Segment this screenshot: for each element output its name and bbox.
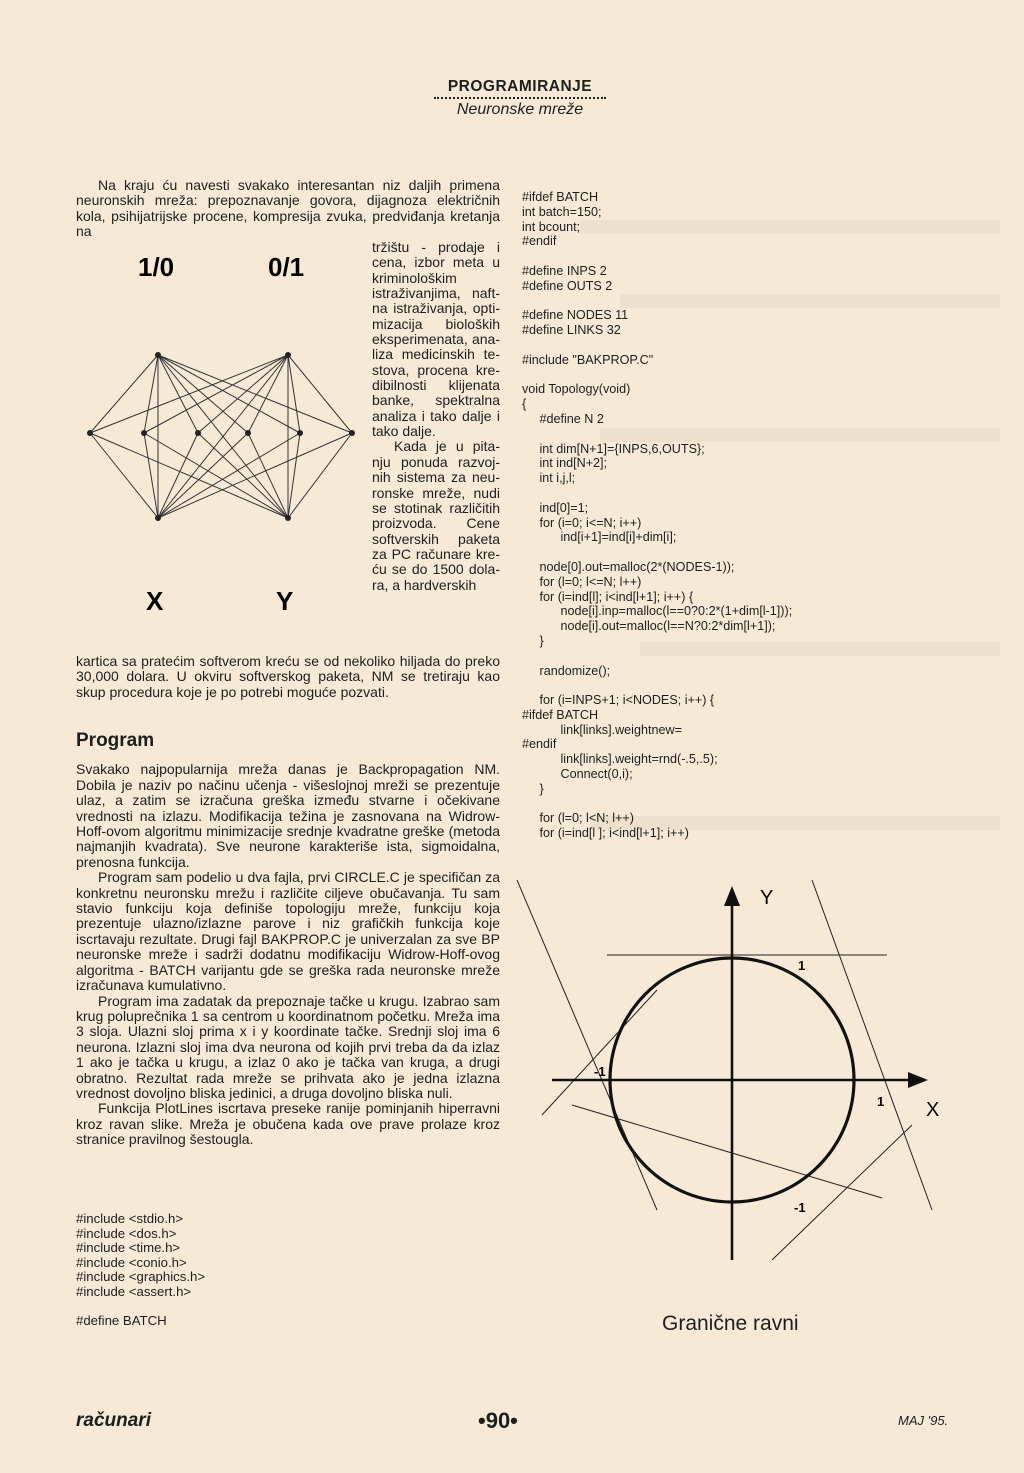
wrap-line: Kada je u pita- xyxy=(394,438,500,455)
code-line: node[i].inp=malloc(l==0?0:2*(1+dim[l-1])); xyxy=(522,604,793,619)
network-connection xyxy=(144,355,158,433)
network-connection xyxy=(288,433,352,518)
x-axis-arrow xyxy=(908,1072,928,1088)
neural-network-diagram xyxy=(76,240,366,620)
section-title: PROGRAMIRANJE xyxy=(447,78,593,95)
input-label-y: Y xyxy=(276,586,294,616)
code-line: #define N 2 xyxy=(522,411,604,426)
intro-tail-text: kartica sa pratećim softverom kreću se od nekoliko hiljada do preko 30,000 dolara. U okviru softverskog paketa, NM se tretiraju kao skup procedura koje je po potrebi moguće pozvati. xyxy=(76,653,500,700)
input-label-x: X xyxy=(146,586,164,616)
intro-paragraph xyxy=(76,178,500,240)
hidden-neuron xyxy=(195,430,201,436)
wrap-line: stova, procena kre- xyxy=(372,361,500,378)
code-line: #define NODES 11 xyxy=(522,308,629,323)
code-line: #include "BAKPROP.C" xyxy=(522,352,654,367)
wrap-line: eksperimenata, ana- xyxy=(372,331,500,348)
code-line: for (i=ind[l]; i<ind[l+1]; i++) { xyxy=(522,589,694,604)
page-number: •90• xyxy=(478,1408,518,1433)
tick-right: 1 xyxy=(877,1094,885,1109)
network-connection xyxy=(158,433,248,518)
wrap-line: softverskih paketa xyxy=(372,530,500,547)
wrap-line: na istraživanja, opti- xyxy=(372,300,500,317)
code-line: node[i].out=malloc(l==N?0:2*dim[l+1]); xyxy=(522,619,776,634)
hidden-neuron xyxy=(349,430,355,436)
program-paragraph-2: Program sam podelio u dva fajla, prvi CIRCLE.C je specifičan za konkretnu neuronsku mrežu i različite ciljeve obučavanja. Tu sam stavio funkciju koja definiše topologiju mreže, funkciju koja prezentuje ulazno/izlazne parove i niz grafičkih funkcija koje iscrtavaju rezultate. Drugi fajl BAKPROP.C je univerzalan za sve BP neuronske mreže i sadrži dodatnu modifikaciju Widrow-Hoff-ovog algoritma - BATCH varijantu gde se greška rada neuronske mreže izračunava kumulativno. xyxy=(76,869,500,994)
intro-wrap-column xyxy=(372,240,500,593)
code-line xyxy=(76,1300,376,1315)
code-line: #define LINKS 32 xyxy=(522,323,621,338)
tick-top: 1 xyxy=(798,958,806,973)
wrap-line: kriminološkim xyxy=(372,269,457,286)
code-line: #include <stdio.h> xyxy=(76,1211,184,1226)
code-line: #endif xyxy=(522,737,557,752)
code-line: #include <graphics.h> xyxy=(76,1269,206,1285)
hidden-neuron xyxy=(297,430,303,436)
code-line xyxy=(522,249,842,264)
code-line: ind[0]=1; xyxy=(522,500,589,515)
network-connection xyxy=(198,433,288,518)
network-connection xyxy=(90,433,158,518)
output-neuron xyxy=(155,352,161,358)
boundary-planes-figure xyxy=(512,880,952,1320)
code-line: #include <time.h> xyxy=(76,1240,181,1256)
wrap-line: proizvoda. Cene xyxy=(372,515,500,532)
program-paragraph-4: Funkcija PlotLines iscrtava preseke ranije pominjanih hiperravni kroz ravan slike. Mreža je obučena kada ove prave prolaze kroz stranice pravilnog šestougla. xyxy=(76,1100,500,1148)
output-label-right: 0/1 xyxy=(268,252,305,282)
code-line: for (l=0; l<=N; l++) xyxy=(522,574,642,589)
code-line: for (i=0; i<=N; i++) xyxy=(522,515,642,530)
code-line xyxy=(522,427,842,442)
wrap-line: tržištu - prodaje i xyxy=(372,239,500,255)
code-line: Connect(0,i); xyxy=(522,767,633,782)
hyperplane-line xyxy=(542,990,657,1115)
input-neuron xyxy=(285,515,291,521)
code-line: #include <dos.h> xyxy=(76,1225,177,1241)
code-line xyxy=(522,368,842,383)
network-connection xyxy=(288,355,352,433)
program-section xyxy=(76,730,500,1148)
page-header xyxy=(420,78,620,119)
network-connection xyxy=(90,433,288,518)
code-line: link[links].weight=rnd(-.5,.5); xyxy=(522,752,718,767)
hidden-neuron xyxy=(87,430,93,436)
hyperplane-line xyxy=(772,1125,912,1260)
code-line: for (l=0; l<N; l++) xyxy=(522,811,634,826)
header-divider xyxy=(434,97,606,99)
code-line: #ifdef BATCH xyxy=(522,190,599,204)
figure-caption: Granične ravni xyxy=(662,1312,799,1335)
magazine-name: računari xyxy=(76,1410,151,1431)
wrap-line: nih sistema za neu- xyxy=(372,469,500,486)
program-paragraph-3: Program ima zadatak da prepoznaje tačke u krugu. Izabrao sam krug poluprečnika 1 sa centrom u koordinatnom početku. Mreža ima 3 sloja. Ulazni sloj prima x i y koordinate tačke. Srednji sloj ima 6 neurona. Izlazni sloj ima dva neurona od kojih prvi treba da da izlaz 1 ako je tačka u krugu, a izlaz 0 ako je tačka van kruga, a drugi obratno. Rezultat rada mreže se prihvata ako je jedna izlazna vrednost dovoljno bliska jedinici, a druga dovoljno bliska nuli. xyxy=(76,992,500,1101)
code-line: int ind[N+2]; xyxy=(522,456,608,471)
code-line: #ifdef BATCH xyxy=(522,707,599,722)
wrap-line: liza medicinskih te- xyxy=(372,346,500,363)
wrap-line: istraživanjima, naft- xyxy=(372,285,500,302)
code-line xyxy=(522,486,842,501)
hyperplane-line xyxy=(812,880,932,1210)
code-line: #define BATCH xyxy=(76,1313,167,1329)
wrap-line: analiza i tako dalje i xyxy=(372,407,500,424)
input-neuron xyxy=(155,515,161,521)
wrap-line: ronske mreže, nudi xyxy=(372,484,500,501)
code-line: ind[i+1]=ind[i]+dim[i]; xyxy=(522,530,677,545)
wrap-line: ću se do 1500 dola- xyxy=(372,561,500,578)
code-line xyxy=(522,678,842,693)
code-line: #include <conio.h> xyxy=(76,1254,187,1270)
code-line: node[0].out=malloc(2*(NODES-1)); xyxy=(522,559,735,574)
code-line xyxy=(522,338,842,353)
code-line: } xyxy=(522,633,544,648)
code-line: int i,j,l; xyxy=(522,471,576,486)
wrap-line: dibilnosti klijenata xyxy=(372,377,500,394)
wrap-line: nju ponuda razvoj- xyxy=(372,453,500,470)
code-line: #endif xyxy=(522,234,557,249)
wrap-line: ra, a hardverskih xyxy=(372,576,477,593)
wrap-line: cena, izbor meta u xyxy=(372,254,500,271)
wrap-line: za PC računare kre- xyxy=(372,545,500,562)
code-line: #define OUTS 2 xyxy=(522,278,613,293)
intro-tail xyxy=(76,654,500,700)
code-line: int bcount; xyxy=(522,219,581,234)
code-line xyxy=(522,797,842,812)
code-line: void Topology(void) xyxy=(522,382,631,397)
wrap-line: se stotinak različitih xyxy=(372,499,500,516)
wrap-line: tako dalje. xyxy=(372,423,436,440)
network-connection xyxy=(90,355,158,433)
code-line: randomize(); xyxy=(522,663,611,678)
network-connection xyxy=(144,355,288,433)
code-line: for (i=INPS+1; i<NODES; i++) { xyxy=(522,693,715,708)
tick-bottom: -1 xyxy=(794,1200,806,1215)
program-paragraph-1: Svakako najpopularnija mreža danas je Backpropagation NM. Dobila je naziv po načinu učenja - višeslojnoj mreži se prezentuje ulaz, a zatim se izračuna greška između stvarne i očekivane vrednosti na izlazu. Modifikacija težina je zasnovana na Widrow-Hoff-ovom algoritmu minimizacije srednje kvadratne greške (metoda najmanjih kvadrata). Sve neurone karakteriše ista, sigmoidalna, prenosna funkcija. xyxy=(76,761,500,870)
code-line xyxy=(522,294,842,309)
code-line xyxy=(522,545,842,560)
code-line: link[links].weightnew= xyxy=(522,722,682,737)
code-listing xyxy=(522,190,842,841)
network-connection xyxy=(144,433,158,518)
network-connection xyxy=(158,355,352,433)
hidden-neuron xyxy=(245,430,251,436)
code-line: int dim[N+1]={INPS,6,OUTS}; xyxy=(522,441,705,456)
axis-label-y: Y xyxy=(760,887,774,909)
code-line: #define INPS 2 xyxy=(522,263,607,278)
network-connection xyxy=(158,355,198,433)
issue-date: MAJ '95. xyxy=(898,1413,949,1428)
y-axis-arrow xyxy=(724,886,740,906)
output-label-left: 1/0 xyxy=(138,252,175,282)
code-line: #include <assert.h> xyxy=(76,1283,192,1299)
code-line xyxy=(522,649,842,664)
axis-label-x: X xyxy=(926,1099,940,1121)
code-line: } xyxy=(522,781,544,796)
code-line: int batch=150; xyxy=(522,204,602,219)
code-line: for (i=ind[l ]; i<ind[l+1]; i++) xyxy=(522,826,689,841)
hidden-neuron xyxy=(141,430,147,436)
includes-listing xyxy=(76,1212,376,1329)
code-line: { xyxy=(522,397,527,412)
hyperplane-line xyxy=(572,1105,882,1198)
article-subtitle: Neuronske mreže xyxy=(456,101,584,118)
network-connection xyxy=(158,433,352,518)
intro-text: Na kraju ću navesti svakako interesantan niz daljih primena neuronskih mreža: prepoznavanje govora, dijagnoza električnih kola, psihijatrijske procene, kompresija zvuka, predviđanja kretanja na xyxy=(76,177,500,240)
wrap-line: mizacija bioloških xyxy=(372,315,500,332)
output-neuron xyxy=(285,352,291,358)
hyperplane-line xyxy=(517,880,657,1210)
program-heading: Program xyxy=(76,730,155,751)
wrap-line: banke, spektralna xyxy=(372,392,500,409)
network-connection xyxy=(158,433,300,518)
tick-left: -1 xyxy=(594,1064,606,1079)
